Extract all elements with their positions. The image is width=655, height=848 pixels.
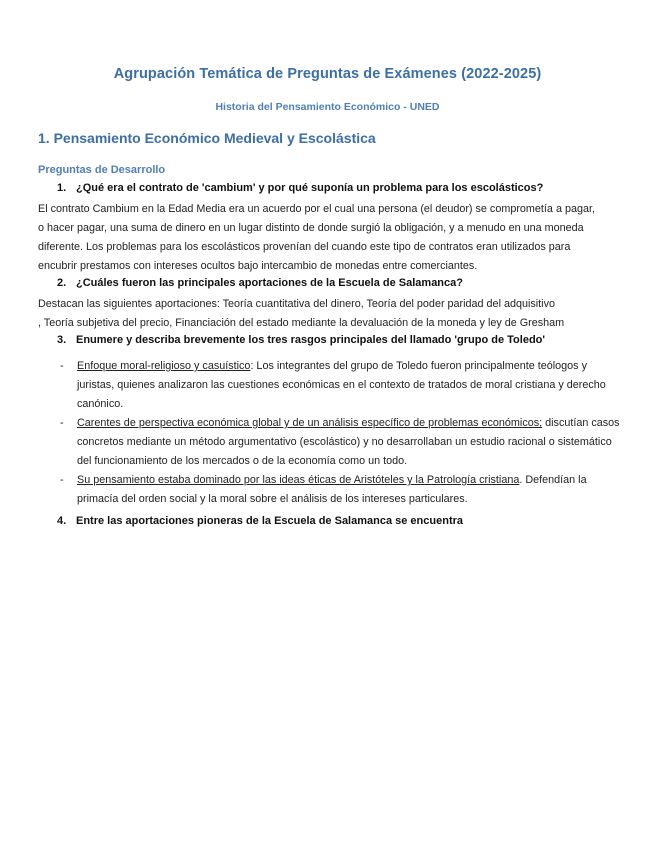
bullet-text: : Los integrantes del grupo de Toledo fueron principalmente teólogos y juristas, quienes analizaron las cuestiones económicas en el contexto de tratados de moral cristiana y derecho canónico. <box>77 360 606 410</box>
bullet-dash: - <box>60 417 64 429</box>
question-1-number: 1. <box>57 182 67 194</box>
question-1 <box>57 182 543 194</box>
bullet-underlined-title: Carentes de perspectiva económica global y de un análisis específico de problemas económicos; <box>77 417 543 429</box>
question-3-text: Enumere y describa brevemente los tres rasgos principales del llamado 'grupo de Toledo' <box>76 334 546 346</box>
question-4-number: 4. <box>57 515 67 527</box>
answer-1-line: El contrato Cambium en la Edad Media era un acuerdo por el cual una persona (el deudor) se comprometía a pagar, <box>38 203 595 215</box>
bullet-item <box>60 357 620 414</box>
bullet-text: . Defendían la primacía del orden social y la moral sobre el análisis de los intereses particulares. <box>77 474 587 505</box>
question-1-text: ¿Qué era el contrato de 'cambium' y por qué suponía un problema para los escolásticos? <box>76 182 544 194</box>
answer-1-line: encubrir prestamos con intereses ocultos bajo intercambio de monedas entre comerciantes. <box>38 260 478 272</box>
subsection-heading: Preguntas de Desarrollo <box>38 164 166 176</box>
question-3-bullets <box>60 357 620 509</box>
question-3 <box>57 334 545 346</box>
bullet-underlined-title: Enfoque moral-religioso y casuístico <box>77 360 251 372</box>
question-4-text: Entre las aportaciones pioneras de la Escuela de Salamanca se encuentra <box>76 515 464 527</box>
answer-1-line: o hacer pagar, una suma de dinero en un lugar distinto de donde surgió la obligación, y a menudo en una moneda <box>38 222 584 234</box>
question-2-number: 2. <box>57 277 67 289</box>
section-heading: 1. Pensamiento Económico Medieval y Escolástica <box>38 130 376 146</box>
answer-1-line: diferente. Los problemas para los escolásticos provenían del cuando este tipo de contratos eran utilizados para <box>38 241 571 253</box>
question-2 <box>57 277 463 289</box>
question-2-text: ¿Cuáles fueron las principales aportaciones de la Escuela de Salamanca? <box>76 277 463 289</box>
question-4 <box>57 515 463 527</box>
question-3-number: 3. <box>57 334 67 346</box>
bullet-dash: - <box>60 360 64 372</box>
answer-2-line: Destacan las siguientes aportaciones: Teoría cuantitativa del dinero, Teoría del poder paridad del adquisitivo <box>38 298 555 310</box>
bullet-dash: - <box>60 474 64 486</box>
bullet-item <box>60 414 620 471</box>
bullet-text: discutían casos concretos mediante un método argumentativo (escolástico) y no desarrollaban un estudio racional o sistemático del funcionamiento de los mercados o de la economía como un todo. <box>77 417 620 467</box>
document-title: Agrupación Temática de Preguntas de Exámenes (2022-2025) <box>113 66 542 82</box>
bullet-underlined-title: Su pensamiento estaba dominado por las ideas éticas de Aristóteles y la Patrología cristiana <box>77 474 520 486</box>
bullet-item <box>60 471 620 509</box>
answer-1 <box>38 200 595 276</box>
answer-2-line: , Teoría subjetiva del precio, Financiación del estado mediante la devaluación de la moneda y ley de Gresham <box>38 317 565 329</box>
answer-2 <box>38 295 564 333</box>
document-subtitle: Historia del Pensamiento Económico - UNED <box>215 101 440 113</box>
